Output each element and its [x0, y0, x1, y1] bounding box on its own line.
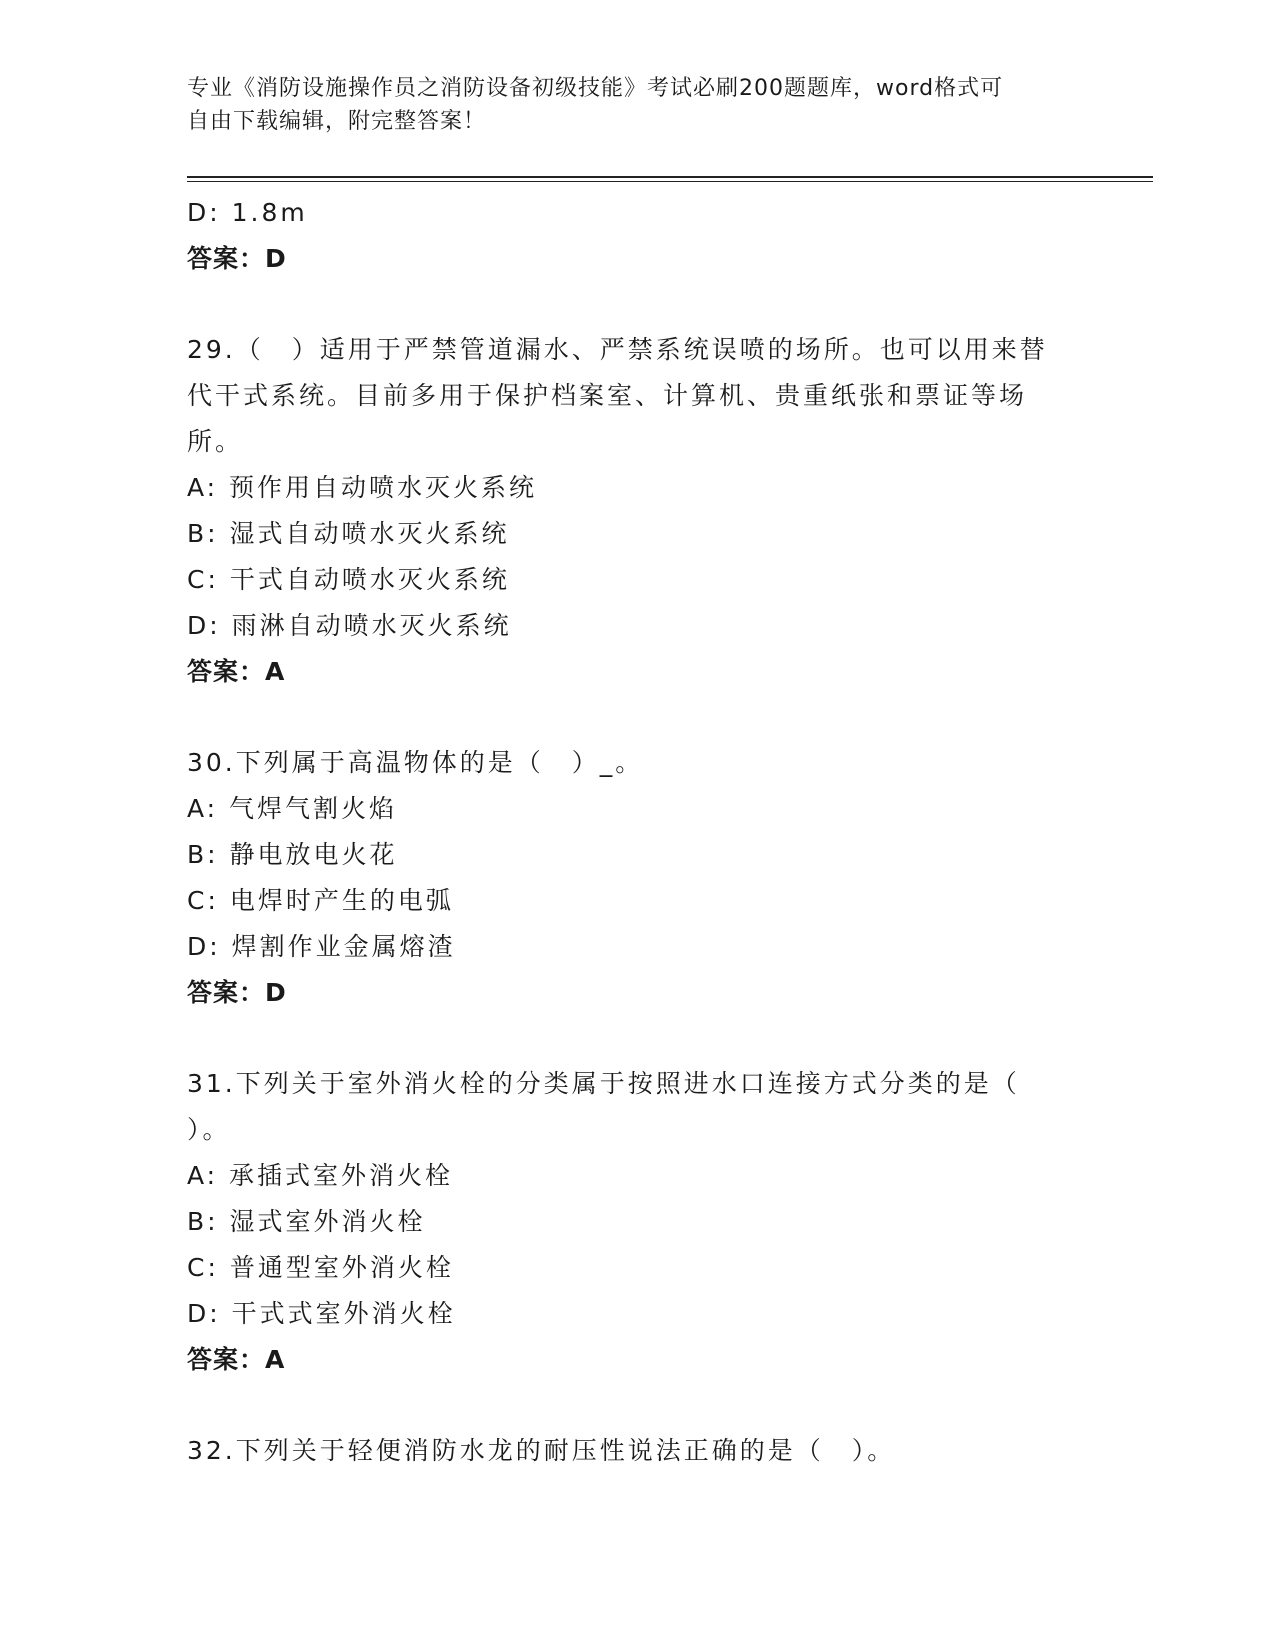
stem-line: 所。 — [187, 427, 244, 456]
stem-line: 30.下列属于高温物体的是（ ）_。 — [187, 748, 644, 777]
question-stem — [187, 740, 1087, 786]
stem-line: ）。 — [187, 1115, 231, 1144]
spacer — [187, 282, 1087, 327]
question-30 — [187, 740, 1087, 1016]
option-c: C: 普通型室外消火栓 — [187, 1253, 454, 1282]
spacer — [187, 1383, 1087, 1428]
stem-line: 代干式系统。目前多用于保护档案室、计算机、贵重纸张和票证等场 — [187, 381, 1028, 410]
answer-line: 答案：D — [187, 244, 287, 273]
stem-line: 31.下列关于室外消火栓的分类属于按照进水口连接方式分类的是（ — [187, 1069, 1020, 1098]
stem-line: 32.下列关于轻便消防水龙的耐压性说法正确的是（ ）。 — [187, 1436, 896, 1465]
spacer — [187, 695, 1087, 740]
question-stem — [187, 1061, 1087, 1153]
question-list — [187, 190, 1087, 1474]
spacer — [187, 1016, 1087, 1061]
option-d: D: 雨淋自动喷水灭火系统 — [187, 611, 512, 640]
question-32 — [187, 1428, 1087, 1474]
header-line-1: 专业《消防设施操作员之消防设备初级技能》考试必刷200题题库，word格式可 — [187, 76, 1004, 101]
option-b: B: 湿式室外消火栓 — [187, 1207, 426, 1236]
option-d: D: 焊割作业金属熔渣 — [187, 932, 456, 961]
option-c: C: 电焊时产生的电弧 — [187, 886, 454, 915]
header-divider-thin — [187, 181, 1153, 182]
header-line-2: 自由下载编辑，附完整答案！ — [187, 109, 487, 134]
option-b: B: 湿式自动喷水灭火系统 — [187, 519, 510, 548]
document-header — [187, 72, 1067, 138]
question-31 — [187, 1061, 1087, 1383]
answer-line: 答案：D — [187, 978, 287, 1007]
stem-line: 29.（ ）适用于严禁管道漏水、严禁系统误喷的场所。也可以用来替 — [187, 335, 1048, 364]
option-a: A: 承插式室外消火栓 — [187, 1161, 454, 1190]
option-a: A: 预作用自动喷水灭火系统 — [187, 473, 538, 502]
option-c: C: 干式自动喷水灭火系统 — [187, 565, 510, 594]
question-stem — [187, 1428, 1087, 1474]
option-d: D: 干式式室外消火栓 — [187, 1299, 456, 1328]
answer-line: 答案：A — [187, 1345, 286, 1374]
option-a: A: 气焊气割火焰 — [187, 794, 398, 823]
question-29 — [187, 327, 1087, 695]
previous-question-tail — [187, 190, 1087, 282]
question-stem — [187, 327, 1087, 465]
option-b: B: 静电放电火花 — [187, 840, 398, 869]
header-divider-thick — [187, 176, 1153, 178]
option-d: D: 1.8m — [187, 198, 308, 227]
answer-line: 答案：A — [187, 657, 286, 686]
